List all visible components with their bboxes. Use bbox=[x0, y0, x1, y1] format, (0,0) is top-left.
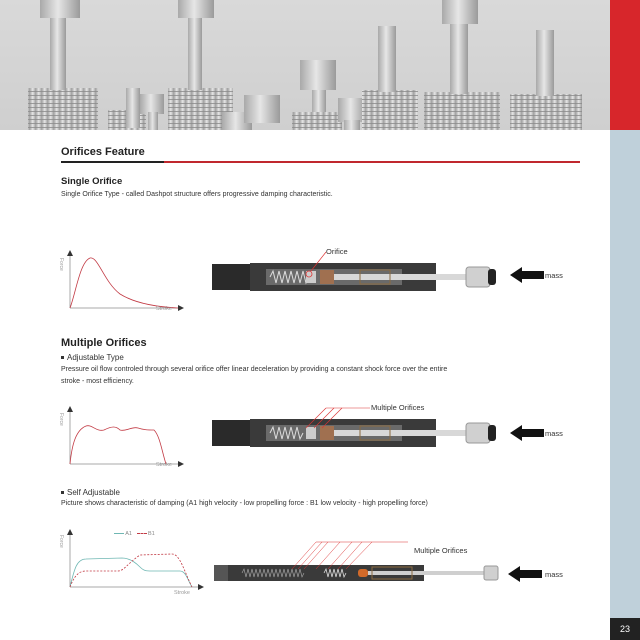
page-number: 23 bbox=[610, 618, 640, 640]
chart-legend bbox=[114, 531, 155, 537]
side-strip bbox=[610, 130, 640, 618]
shock-absorbers-illustration bbox=[0, 0, 610, 130]
title-rule-dark bbox=[61, 161, 164, 163]
x-axis-label: Stroke bbox=[174, 590, 190, 596]
title-rule-red bbox=[164, 161, 580, 163]
legend-a1-line bbox=[114, 533, 124, 534]
adjustable-type-description bbox=[61, 364, 581, 388]
single-orifice-shock-absorber bbox=[210, 262, 500, 294]
legend-b1-label: B1 bbox=[148, 531, 155, 537]
accent-strip-red bbox=[610, 0, 640, 130]
arrow-icon bbox=[508, 566, 542, 587]
x-axis-label: Stroke bbox=[156, 462, 172, 468]
arrow-icon bbox=[510, 267, 544, 288]
adjustable-type-chart bbox=[62, 408, 182, 470]
orifice-label: Orifice bbox=[326, 247, 348, 256]
single-orifice-description: Single Orifice Type - called Dashpot structure offers progressive damping characteristic. bbox=[61, 191, 333, 198]
y-axis-label: Force bbox=[58, 413, 64, 426]
y-axis-label: Force bbox=[58, 258, 64, 271]
legend-b1-line bbox=[137, 533, 147, 534]
description-line-1: Pressure oil flow controled through several orifice offer linear deceleration by providing a constant shock force over the entire bbox=[61, 366, 448, 373]
adjustable-type-label: Adjustable Type bbox=[67, 353, 124, 362]
arrow-icon bbox=[510, 425, 544, 446]
adjustable-type-subtitle bbox=[61, 353, 124, 362]
legend-a1-label: A1 bbox=[125, 531, 132, 537]
single-orifice-heading: Single Orifice bbox=[61, 176, 123, 187]
single-orifice-chart bbox=[62, 252, 182, 314]
self-adjustable-label: Self Adjustable bbox=[67, 488, 120, 497]
self-adjustable-shock-absorber bbox=[212, 562, 502, 586]
multiple-orifices-label: Multiple Orifices bbox=[371, 403, 425, 412]
mass-label: mass bbox=[545, 570, 563, 579]
multiple-orifices-label: Multiple Orifices bbox=[414, 546, 468, 555]
self-adjustable-subtitle bbox=[61, 488, 120, 497]
y-axis-label: Force bbox=[58, 535, 64, 548]
adjustable-shock-absorber bbox=[210, 418, 500, 450]
x-axis-label: Stroke bbox=[156, 306, 172, 312]
self-adjustable-description: Picture shows characteristic of damping (A1 high velocity - low propelling force : B1 low velocity - high propelling force) bbox=[61, 500, 428, 507]
description-line-2: stroke - most efficiency. bbox=[61, 378, 134, 385]
bullet-icon bbox=[61, 356, 64, 359]
mass-label: mass bbox=[545, 271, 563, 280]
header-photo bbox=[0, 0, 610, 130]
bullet-icon bbox=[61, 491, 64, 494]
mass-label: mass bbox=[545, 429, 563, 438]
multiple-orifices-heading: Multiple Orifices bbox=[61, 337, 147, 349]
section-title: Orifices Feature bbox=[61, 146, 145, 158]
